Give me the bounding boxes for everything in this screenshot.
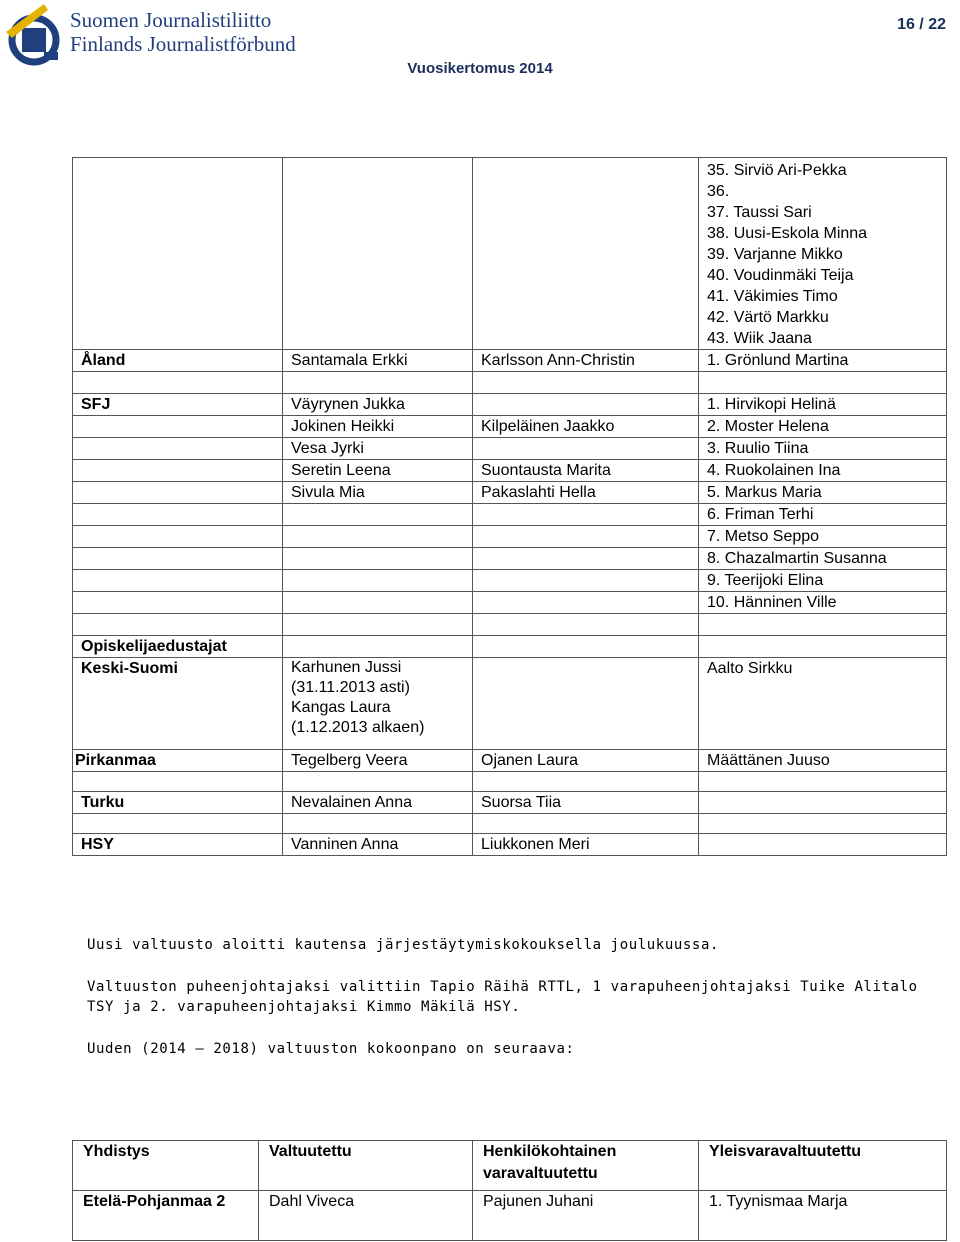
general-deputy-cell [699, 834, 947, 856]
deputy-cell [473, 438, 699, 460]
general-deputy-cell: 9. Teerijoki Elina [699, 570, 947, 592]
deputy-cell: Suontausta Marita [473, 460, 699, 482]
table-row [73, 372, 947, 394]
table-row [73, 504, 947, 526]
table-row [73, 416, 947, 438]
member-note: (1.12.2013 alkaen) [291, 719, 425, 736]
table-row [73, 460, 947, 482]
member-name: Karhunen Jussi [291, 659, 402, 676]
table-row [73, 548, 947, 570]
org-name-sv: Finlands Journalistförbund [70, 32, 296, 56]
table-row-turku [73, 792, 947, 814]
table-row [73, 438, 947, 460]
member-cell: Dahl Viveca [259, 1191, 473, 1241]
member-cell: Seretin Leena [283, 460, 473, 482]
table-header-row [73, 1141, 947, 1191]
member-cell: Vanninen Anna [283, 834, 473, 856]
member-note: (31.11.2013 asti) [291, 679, 410, 696]
list-item: 38. Uusi-Eskola Minna [707, 225, 868, 242]
page-header [0, 0, 960, 90]
region-cell: Opiskelijaedustajat [73, 636, 283, 658]
deputy-cell: Karlsson Ann-Christin [473, 350, 699, 372]
list-item: 39. Varjanne Mikko [707, 246, 843, 263]
region-cell: HSY [73, 834, 283, 856]
list-item: 36. [707, 183, 730, 200]
table-row-aland [73, 350, 947, 372]
page-number: 16 / 22 [897, 16, 946, 33]
list-item: 41. Väkimies Timo [707, 288, 838, 305]
list-item: 42. Värtö Markku [707, 309, 829, 326]
column-header-association: Yhdistys [73, 1141, 259, 1191]
general-deputy-cell: Aalto Sirkku [699, 658, 947, 750]
general-deputy-cell: 7. Metso Seppo [699, 526, 947, 548]
deputy-cell: Suorsa Tiia [473, 792, 699, 814]
table-row [73, 1191, 947, 1241]
table-row [73, 482, 947, 504]
member-cell: Santamala Erkki [283, 350, 473, 372]
table-row [73, 158, 947, 350]
table-row-sfj [73, 394, 947, 416]
region-cell: Åland [73, 350, 283, 372]
paragraph-1: Uusi valtuusto aloitti kautensa järjestäytymiskokouksella joulukuussa. [87, 937, 720, 953]
deputy-cell: Kilpeläinen Jaakko [473, 416, 699, 438]
general-deputy-cell: 6. Friman Terhi [699, 504, 947, 526]
table-row [73, 592, 947, 614]
report-title: Vuosikertomus 2014 [407, 60, 553, 77]
table-row-hsy [73, 834, 947, 856]
general-deputy-cell: 1. Tyynismaa Marja [699, 1191, 947, 1241]
deputy-cell: Pajunen Juhani [473, 1191, 699, 1241]
table-row [73, 570, 947, 592]
paragraph-3: Uuden (2014 – 2018) valtuuston kokoonpano on seuraava: [87, 1041, 575, 1057]
member-cell: Tegelberg Veera [283, 750, 473, 772]
region-cell: Turku [73, 792, 283, 814]
general-deputy-cell: 10. Hänninen Ville [699, 592, 947, 614]
deputy-cell: Pakaslahti Hella [473, 482, 699, 504]
table-row [73, 614, 947, 636]
org-name-fi: Suomen Journalistiliitto [70, 8, 272, 32]
table-row-opiskelija-title [73, 636, 947, 658]
list-continuation-cell [699, 158, 947, 350]
table-row [73, 814, 947, 834]
general-deputy-cell: Määttänen Juuso [699, 750, 947, 772]
paragraph-2: Valtuuston puheenjohtajaksi valittiin Tapio Räihä RTTL, 1 varapuheenjohtajaksi Tuike Alitalo TSY ja 2. varapuheenjohtajaksi Kimmo Mäkilä HSY. [87, 979, 918, 1015]
general-deputy-cell: 8. Chazalmartin Susanna [699, 548, 947, 570]
member-list [707, 160, 938, 349]
member-cell: Jokinen Heikki [283, 416, 473, 438]
general-deputy-cell: 3. Ruulio Tiina [699, 438, 947, 460]
member-cell: Sivula Mia [283, 482, 473, 504]
region-cell: Pirkanmaa [73, 750, 283, 772]
new-council-table [72, 1140, 947, 1241]
table-row [73, 526, 947, 548]
member-cell: Väyrynen Jukka [283, 394, 473, 416]
region-cell: SFJ [73, 394, 283, 416]
list-item: 43. Wiik Jaana [707, 330, 812, 347]
table-row-pirkanmaa [73, 750, 947, 772]
member-cell [283, 658, 473, 750]
general-deputy-cell: 1. Hirvikopi Helinä [699, 394, 947, 416]
deputy-cell [473, 394, 699, 416]
list-item: 37. Taussi Sari [707, 204, 812, 221]
member-cell: Vesa Jyrki [283, 438, 473, 460]
general-deputy-cell: 5. Markus Maria [699, 482, 947, 504]
column-header-personal-deputy: Henkilökohtainen varavaltuutettu [473, 1141, 699, 1191]
deputy-cell: Liukkonen Meri [473, 834, 699, 856]
member-name: Kangas Laura [291, 699, 391, 716]
organization-name [70, 8, 296, 56]
list-item: 40. Voudinmäki Teija [707, 267, 854, 284]
table-row-keski-suomi [73, 658, 947, 750]
column-header-member: Valtuutettu [259, 1141, 473, 1191]
council-table [72, 157, 947, 856]
general-deputy-cell: 1. Grönlund Martina [699, 350, 947, 372]
general-deputy-cell [699, 792, 947, 814]
list-item: 35. Sirviö Ari-Pekka [707, 162, 847, 179]
column-header-general-deputy: Yleisvaravaltuutettu [699, 1141, 947, 1191]
general-deputy-cell: 4. Ruokolainen Ina [699, 460, 947, 482]
deputy-cell: Ojanen Laura [473, 750, 699, 772]
region-cell: Keski-Suomi [73, 658, 283, 750]
member-cell: Nevalainen Anna [283, 792, 473, 814]
table-row [73, 772, 947, 792]
association-cell: Etelä-Pohjanmaa 2 [73, 1191, 259, 1241]
general-deputy-cell: 2. Moster Helena [699, 416, 947, 438]
